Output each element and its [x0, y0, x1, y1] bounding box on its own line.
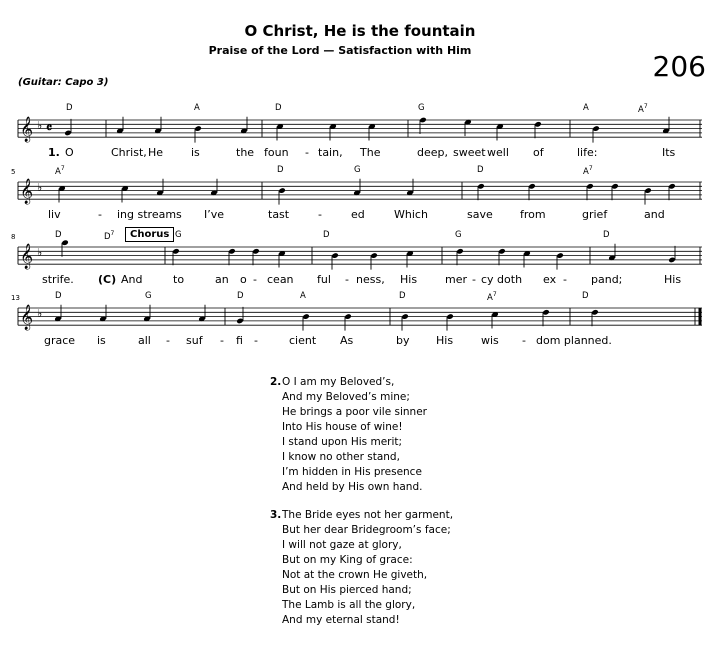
lyric-syllable: cy doth	[481, 273, 523, 286]
stanza-line: But on my King of grace:	[282, 554, 413, 566]
lyric-syllable: and	[644, 208, 665, 221]
chord-symbol: D	[399, 291, 406, 301]
stanza-line: But on His pierced hand;	[282, 584, 412, 596]
lyric-syllable: Its	[662, 146, 676, 159]
key-signature-flat-icon: ♭	[37, 307, 43, 320]
lyric-syllable: (C)	[98, 273, 117, 286]
stanza-line: O I am my Beloved’s,	[282, 376, 395, 388]
chord-symbol: A	[300, 291, 306, 301]
common-time-icon: 𝄴	[46, 120, 53, 137]
lyric-syllable: suf	[186, 334, 203, 347]
chord-symbol: D	[603, 230, 610, 240]
chord-symbol: D	[277, 165, 284, 175]
hymn-subtitle: Praise of the Lord — Satisfaction with Him	[208, 44, 472, 57]
lyric-syllable: -	[253, 273, 257, 286]
chord-symbol: D	[477, 165, 484, 175]
lyric-syllable: sweet	[453, 146, 486, 159]
stanza-line: The Bride eyes not her garment,	[282, 509, 454, 521]
capo-note: (Guitar: Capo 3)	[18, 77, 109, 88]
lyric-syllable: O	[65, 146, 74, 159]
stanza-line: He brings a poor vile sinner	[282, 406, 427, 418]
stanza-line: I will not gaze at glory,	[282, 539, 402, 551]
lyric-syllable: grace	[44, 334, 76, 347]
chord-symbol: A	[583, 103, 589, 113]
lyric-syllable: strife.	[42, 273, 74, 286]
lyric-syllable: Christ,	[111, 146, 147, 159]
lyric-syllable: -	[166, 334, 170, 347]
lyric-syllable: -	[563, 273, 567, 286]
chord-symbol: G	[418, 103, 425, 113]
chord-symbol: D	[237, 291, 244, 301]
lyric-syllable: ness,	[356, 273, 385, 286]
staff-system	[0, 227, 720, 297]
lyric-syllable: ex	[543, 273, 557, 286]
stanza-line: And my eternal stand!	[282, 614, 400, 626]
hymn-number: 206	[652, 50, 706, 83]
lyric-syllable: deep,	[417, 146, 448, 159]
chorus-label: Chorus	[125, 227, 174, 242]
stanza-line: I’m hidden in His presence	[282, 466, 422, 478]
treble-clef-icon: 𝄞	[20, 244, 34, 269]
treble-clef-icon: 𝄞	[20, 179, 34, 204]
lyric-syllable: And	[121, 273, 143, 286]
lyric-syllable: The	[360, 146, 381, 159]
lyric-syllable: all	[138, 334, 151, 347]
chord-symbol: A	[194, 103, 200, 113]
lyric-syllable: from	[520, 208, 546, 221]
chord-symbol: $A^7$	[583, 165, 593, 177]
lyric-syllable: the	[236, 146, 255, 159]
staff-system	[0, 100, 720, 170]
lyric-syllable: liv	[48, 208, 61, 221]
chord-symbol: G	[175, 230, 182, 240]
chord-symbol: D	[55, 291, 62, 301]
lyric-syllable: -	[318, 208, 322, 221]
lyric-syllable: ing streams	[117, 208, 182, 221]
measure-number: 5	[11, 168, 16, 176]
chord-symbol: D	[323, 230, 330, 240]
stanza-line: Into His house of wine!	[282, 421, 403, 433]
stanza-line: The Lamb is all the glory,	[282, 599, 416, 611]
lyric-syllable: Which	[394, 208, 428, 221]
key-signature-flat-icon: ♭	[37, 119, 43, 132]
staff-lines	[0, 288, 720, 358]
lyric-syllable: ed	[351, 208, 365, 221]
chord-symbol: G	[145, 291, 152, 301]
stanza-line: And my Beloved’s mine;	[282, 391, 410, 403]
lyric-syllable: pand;	[591, 273, 623, 286]
lyric-syllable: 1.	[48, 146, 60, 159]
lyric-syllable: tast	[268, 208, 290, 221]
hymn-title: O Christ, He is the fountain	[244, 22, 476, 40]
chord-symbol: $A^7$	[55, 165, 65, 177]
lyric-syllable: dom planned.	[536, 334, 612, 347]
lyric-syllable: His	[436, 334, 454, 347]
stanza	[270, 508, 453, 628]
lyric-syllable: -	[522, 334, 526, 347]
lyric-syllable: to	[173, 273, 185, 286]
staff-lines	[0, 100, 720, 170]
chord-symbol: $A^7$	[487, 291, 497, 303]
stanza-number: 2.	[270, 376, 282, 388]
lyric-syllable: is	[97, 334, 106, 347]
stanza-line: Not at the crown He giveth,	[282, 569, 428, 581]
lyric-syllable: of	[533, 146, 544, 159]
lyric-syllable: o	[240, 273, 247, 286]
lyric-syllable: cean	[267, 273, 294, 286]
stanza-line: I know no other stand,	[282, 451, 400, 463]
stanza-line: But her dear Bridegroom’s face;	[282, 524, 451, 536]
chord-symbol: G	[455, 230, 462, 240]
lyric-syllable: wis	[481, 334, 499, 347]
chord-symbol: D	[582, 291, 589, 301]
key-signature-flat-icon: ♭	[37, 246, 43, 259]
stanza-number: 3.	[270, 509, 282, 521]
treble-clef-icon: 𝄞	[20, 117, 34, 142]
lyric-syllable: by	[396, 334, 410, 347]
chord-symbol: D	[275, 103, 282, 113]
lyric-syllable: His	[400, 273, 418, 286]
lyric-syllable: well	[487, 146, 509, 159]
lyric-syllable: -	[220, 334, 224, 347]
stanza	[270, 375, 427, 495]
chord-symbol: D	[55, 230, 62, 240]
lyric-syllable: save	[467, 208, 493, 221]
lyric-syllable: ful	[317, 273, 331, 286]
chord-symbol: G	[354, 165, 361, 175]
chord-symbol: D	[66, 103, 73, 113]
lyric-syllable: cient	[289, 334, 317, 347]
treble-clef-icon: 𝄞	[20, 305, 34, 330]
lyric-syllable: -	[98, 208, 102, 221]
lyric-syllable: I’ve	[204, 208, 225, 221]
stanza-line: I stand upon His merit;	[282, 436, 403, 448]
lyric-syllable: an	[215, 273, 229, 286]
lyric-syllable: His	[664, 273, 682, 286]
chord-symbol: $D^7$	[104, 230, 115, 242]
lyric-syllable: -	[345, 273, 349, 286]
key-signature-flat-icon: ♭	[37, 181, 43, 194]
lyric-syllable: -	[305, 146, 309, 159]
staff-system	[0, 162, 720, 232]
lyric-syllable: He	[148, 146, 164, 159]
lyric-syllable: life:	[577, 146, 598, 159]
lyric-syllable: foun	[264, 146, 289, 159]
measure-number: 8	[11, 233, 16, 241]
stanza-line: And held by His own hand.	[282, 481, 423, 493]
lyric-syllable: is	[191, 146, 200, 159]
lyric-syllable: -	[472, 273, 476, 286]
lyric-syllable: -	[254, 334, 258, 347]
chord-symbol: $A^7$	[638, 103, 648, 115]
lyric-syllable: mer	[445, 273, 468, 286]
measure-number: 13	[11, 294, 20, 302]
lyric-syllable: tain,	[318, 146, 343, 159]
lyric-syllable: As	[340, 334, 354, 347]
lyric-syllable: grief	[582, 208, 608, 221]
lyric-syllable: fi	[236, 334, 243, 347]
staff-system	[0, 288, 720, 358]
